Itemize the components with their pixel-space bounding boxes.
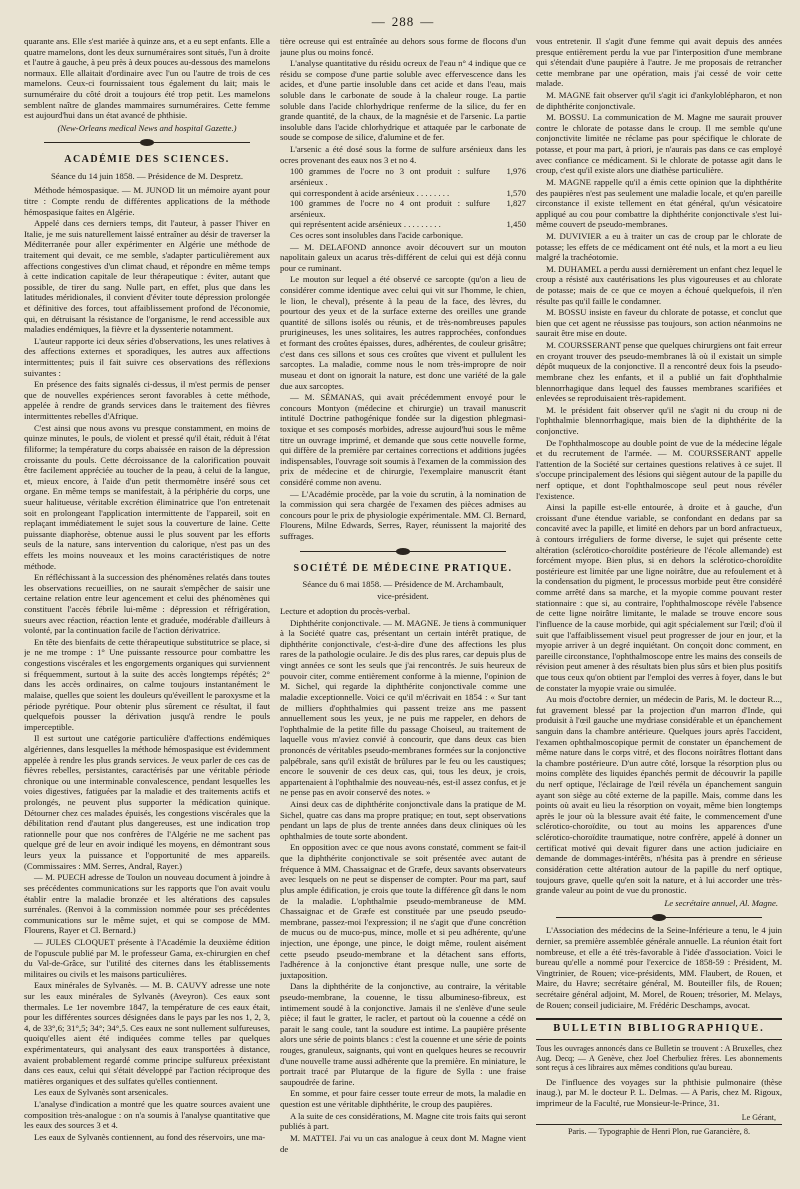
paragraph: En tête des bienfaits de cette thérapeutique substitutrice se place, si je ne me trompe : 1° Une puissante ressource pour combattre les congestions viscérales et les engorgements organiques qui surviennent si fréquemment, surtout à la suite des accès longtemps répétés; 2° dans les accès ordinaires, on calme toujours instantanément le malaise, quelles que soient les douleurs qu'éveillent le paroxysme et la période pyrétique. Pour obtenir plus sûrement ce résultat, il faut quelquefois pousser la dérivation jusqu'à rendre le pouls imperceptible. (24, 636, 270, 732)
page-number: — 288 — (24, 14, 782, 30)
paragraph: Ces ocres sont insolubles dans l'acide carbonique. (290, 229, 464, 240)
paragraph: — M. PUECH adresse de Toulon un nouveau document à joindre à ses précédentes communications sur les rapports que l'on avait voulu établir entre la maladie bronzée et les altérations des capsules surrénales. (Renvoi à la commission nommée pour ses précédentes communications sur le même sujet, et qui se compose de MM. Flourens, Rayer et Cl. Bernard.) (24, 872, 270, 936)
paragraph: M. DUHAMEL a perdu aussi dernièrement un enfant chez lequel le croup a résisté aux cautérisations les plus vigoureuses et au chlorate de potasse; mais de ce que ce moyen a échoué quelquefois, il n'en résulte pas qu'il faille le condamner. (536, 263, 782, 306)
paragraph: — JULES CLOQUET présente à l'Académie la deuxième édition de l'opuscule publié par M. le professeur Gama, ex-chirurgien en chef du Val-de-Grâce, sur l'utilité des citernes dans les établissements militaires ou civils et les maisons particulières. (24, 936, 270, 979)
bulletin-entry: De l'influence des voyages sur la phthisie pulmonaire (thèse inaug.), par M. le docteur P. L. Delmas. — A Paris, chez M. Rigoux, imprimeur de la Faculté, rue Monsieur-le-Prince, 31. (536, 1076, 782, 1109)
chemistry-label: qui correspondent à acide arsénieux . . . . . . . . (290, 187, 450, 198)
chemistry-value: 1,827 (506, 198, 526, 209)
paragraph: Méthode hémospasique. — M. JUNOD lit un mémoire ayant pour titre : Compte rendu de différentes applications de la méthode hémospasique faites en Algérie. (24, 185, 270, 217)
column-3 (536, 36, 782, 1161)
chemistry-value: 1,450 (506, 219, 526, 230)
paragraph: M. MATTEI. J'ai vu un cas analogue à ceux dont M. Magne vient de (280, 1132, 526, 1154)
paragraph: — L'Académie procède, par la voie du scrutin, à la nomination de la commission qui sera chargée de l'examen des pièces admises au concours pour le prix de physiologie expérimentale. MM. Cl. Bernard, Flourens, Milne Edwards, Serres, Rayer, réunissent la majorité des suffrages. (280, 488, 526, 542)
paragraph: Ainsi deux cas de diphthérite conjonctivale dans la pratique de M. Sichel, quatre cas dans ma propre pratique; en tout, sept observations pendant un laps de plus de trente années dans deux cliniques où les ophthalmies de toute sorte abondent. (280, 799, 526, 841)
paragraph: L'analyse d'indication a montré que les quatre sources avaient une composition très-analogue : on n'a soumis à l'analyse quantitative que les eaux des sources 3 et 4. (24, 1099, 270, 1131)
chemistry-label: 100 grammes de l'ocre no 3 ont produit : sulfure arsénieux . (290, 166, 490, 187)
section-divider (556, 914, 762, 921)
paragraph: tière ocreuse qui est entraînée au dehors sous forme de flocons d'un jaune plus ou moins foncé. (280, 36, 526, 57)
paragraph: L'analyse quantitative du résidu ocreux de l'eau n° 4 indique que ce résidu se compose d'une partie soluble avec effervescence dans les acides, et d'une partie insoluble dans cet acide et dans l'eau, mais soluble dans le carbonate de soude à la chaleur rouge. La partie soluble dans l'acide chlorhydrique renferme de la silice, du fer en grande quantité, de la chaux, de la magnésie et de l'arsenic. La partie insoluble dans l'acide chlorhydrique et attaquée par le carbonate de soude se compose de silice, d'alumine et de fer. (280, 58, 526, 143)
discussion-paragraphs (536, 36, 782, 896)
lecture-line: Lecture et adoption du procès-verbal. (280, 606, 411, 617)
bulletin-notice: Tous les ouvrages annoncés dans ce Bulletin se trouvent : A Bruxelles, chez Aug. Decq; — A Genève, chez Joel Cherbuliez frères. Les abonnements sont reçus à ces libraires aux mêmes conditions qu'au bureau. (536, 1044, 782, 1073)
paragraph: En somme, et pour faire cesser toute erreur de mots, la maladie en question est une véritable diphthérite, le croup des paupières. (280, 1088, 526, 1110)
chemistry-row (280, 188, 526, 199)
paragraph: Les eaux de Sylvanès sont arsenicales. (34, 1087, 169, 1098)
paragraph: Ainsi la papille est-elle entourée, à droite et à gauche, d'un croissant d'une étendue variable, se confondant en dedans par sa concavité avec la papille, et limité en dehors par un bord anfractueux, à contours irréguliers de forme diverse, le sujet qui présente cette altération (sclérotico-choroïdite postérieure de l'école allemande) est forcément myope. Bien plus, si en dehors la sclérotico-choroïdite postérieure est limitée par une ligne noirâtre, due au refoulement et à la condensation du pigment, le processus morbide peut être considéré comme arrêté dans sa marche, et la myopie comme pouvant rester stationnaire : que si, au contraire, l'ophthalmoscope révèle l'absence de cette ligne noirâtre limitante, le malade se trouve encore sous l'influence de la cause morbide, qui agit spécialement sur l'œil; d'où il suit que l'affaiblissement visuel peut progresser de jour en jour, et la myopie arriver à un degré inquiétant. On conçoit donc comment, en pareille circonstance, l'ophthalmoscope entre les mains des conseils de révision peut amener à des résultats bien plus sûrs et bien plus positifs que tous ceux qu'on obtient par l'emploi des verres à foyer, dans le but de constater la myopie vraie ou simulée. (536, 502, 782, 693)
paragraph: Appelé dans ces derniers temps, dit l'auteur, à passer l'hiver en Italie, je me suis naturellement laissé entraîner au désir de traverser la Méditerranée pour aller expérimenter en Algérie une méthode de traitement qui devait, ce me semble, s'adapter particulièrement aux affections congestives d'un climat chaud, et répondre en même temps à cette indication capitale de leur thérapeutique : éviter, autant que possible, de tirer du sang. Nulle part, en effet, plus que dans les latitudes méridionales, il convient d'éviter toute dépression prolongée et définitive des forces, tout affaiblissement profond de l'économie, qui, en détruisant la résistance de l'organisme, le rend accessible aux maladies endémiques, la fièvre et la dyssenterie notamment. (24, 218, 270, 335)
paragraph: M. MAGNE fait observer qu'il s'agit ici d'ankyloblépharon, et non de diphthérite conjonctivale. (536, 90, 782, 111)
source-citation: (New-Orleans medical News and hospital Gazette.) (57, 122, 237, 133)
session-subheader-societe: vice-président. (377, 591, 429, 602)
chemistry-value: 1,570 (506, 187, 526, 198)
academie-paragraphs (24, 185, 270, 1142)
paragraph: M. BOSSU. La communication de M. Magne me saurait prouver contre le chlorate de potasse dans le croup. Il me semble qu'une conjonctivite limitée ne réclame pas pour spécifique le chlorate de potasse, et pour ma part, à priori, je n'aurais pas dans ce cas employé avec confiance ce médicament. Si le chlorate de potasse agit dans le croup, c'est qu'il existe alors une diathèse particulière. (536, 112, 782, 176)
paragraph: vous entretenir. Il s'agit d'une femme qui avait depuis des années presque entièrement perdu la vue par l'interposition d'une membrane qui s'étendait d'une paupière à l'autre. Je me proposais de retrancher cette membrane par une opération, mais j'ai cessé de voir cette malade. (536, 36, 782, 89)
bulletin-title: BULLETIN BIBLIOGRAPHIQUE. (536, 1018, 782, 1040)
paragraph: En opposition avec ce que nous avons constaté, comment se fait-il que la diphthérite conjonctivale se soit présentée avec autant de fréquence à MM. Chassaignac et de Græfe, deux savants observateurs avec lesquels on ne peut se dispenser de compter. Pour ma part, sauf plus ample édification, je crois que toute la différence gît dans le nom de la maladie. L'ophthalmie pseudo-membraneuse de MM. Chassaignac et de Græfe est constituée par une pseudo pseudo-membrane, passez-moi l'expression; il ne s'agit que d'une concrétion de mucus ou de muco-pus, mince, molle et si peu adhérente, qu'une injection, une éponge, une pince, le doigt même, roulent aisément cette pseudo pseudo-membrane et la détachent sans efforts, l'adhérence à la conjonctive étant presque nulle, une sorte de juxtaposition. (280, 842, 526, 980)
chemistry-label: qui représentent acide arsénieux . . . . . . . . . (290, 219, 441, 230)
section-title-societe: SOCIÉTÉ DE MÉDECINE PRATIQUE. (293, 562, 513, 574)
chemistry-label: 100 grammes de l'ocre no 4 ont produit : sulfure arsénieux. (290, 198, 490, 219)
paragraph: Les eaux de Sylvanès contiennent, au fond des réservoirs, une ma- (34, 1131, 266, 1142)
paragraph: En présence des faits signalés ci-dessus, il m'est permis de penser que de nouvelles expériences seront favorables à cette méthode, appelée à rendre de grands services dans le traitement des fièvres intermittentes rebelles d'Afrique. (24, 379, 270, 422)
paragraph: M. MAGNE rappelle qu'il a émis cette opinion que la diphthérite des paupières n'est pas seulement une maladie locale, et qu'en pareille circonstance il existe tellement en état général, qu'un vésicatoire appliqué au cou pour combattre la diphthérite conjonctivale s'est lui-même couvert de pseudo-membranes. (536, 176, 782, 230)
paragraph: Le mouton sur lequel a été observé ce sarcopte (qu'on a lieu de considérer comme identique avec celui qui vit sur l'homme, le chien, le lion, le cheval), présente à la peau de la face, des lèvres, du pourtour des yeux et de la surface externe des oreilles une grande quantité de sillons isolés ou réunis, et de très-nombreuses papules prurigineuses, les unes solitaires, les autres rapprochées, confondues et formant des croûtes épaisses, dures, adhérentes, de couleur grisâtre; c'est dans ces sillons et sous ces croûtes que vivent et pullulent les sarcoptes. La maladie, comme nous le nom très-impropre de noir museau et dont on ignorait la nature, est donc une variété de la gale due aux sarcoptes. (280, 274, 526, 391)
paragraph: quarante ans. Elle s'est mariée à quinze ans, et a eu sept enfants. Elle a quatre mamelons, dont les deux surnuméraires sont situés, l'un à droite et l'autre à gauche, à peu près à deux pouces au-dessous des mamelons normaux. Elle allaitait d'ordinaire avec l'un ou l'autre de trois de ces mamelons. Ceux-ci fournissaient tous également du lait; mais le surnuméraire du côté droit a toujours été trop petit. Les mamelons semblent naître de glandes mammaires surnuméraires. Cette femme est aujourd'hui dans un état avancé de phthisie. (24, 36, 270, 121)
chemistry-row (280, 198, 526, 219)
paragraph: — M. SÉMANAS, qui avait précédemment envoyé pour le concours Montyon (médecine et chirurgie) un travail manuscrit intitulé Doctrine pathogénique fondée sur la digestion phlegmasi-toxique et ses composés morbides, adresse aujourd'hui sous le même titre un ouvrage imprimé, et demande que sous cette nouvelle forme, qui diffère de la première par certaines corrections et additions jugées indispensables, l'ouvrage soit soumis à l'examen de la commission des prix de médecine et de chirurgie, l'exemplaire manuscrit étant considéré comme non avenu. (280, 392, 526, 487)
paragraph: M. COURSSERANT pense que quelques chirurgiens ont fait erreur en croyant trouver des pseudo-membranes là où il existait un simple dépôt muqueux de la conjonctive. Il a rencontré deux fois la pseudo-membrane chez les enfants, et il a publié un fait d'ophthalmie blennorrhagique dans lequel des fausses membranes scarifiées et enlevées se reproduisaient très-rapidement. (536, 340, 782, 404)
section-title-academie: ACADÉMIE DES SCIENCES. (64, 154, 230, 166)
intro-text (24, 36, 270, 121)
chemistry-row (280, 166, 526, 187)
paragraph: L'auteur rapporte ici deux séries d'observations, les unes relatives à des affections externes et sporadiques, les autres aux affections intermittentes; puis il fait suivre ces observations des réflexions suivantes : (24, 335, 270, 378)
paragraphs-a (280, 36, 526, 165)
paragraph: En réfléchissant à la succession des phénomènes relatés dans toutes les observations recueillies, on ne saurait s'empêcher de saisir une certaine relation entre leur agencement et celui des phénomènes qui constituent l'accès fébrile lui-même : dépression et réfrigération, sueurs avec réaction, réaction lente et graduée, modérable d'ailleurs à volonté, par la continuation facile de l'action dérivatrice. (24, 572, 270, 636)
paragraph: M. BOSSU insiste en faveur du chlorate de potasse, et conclut que bien que cet agent ne réussisse pas toujours, son action néanmoins ne saurait être mise en doute. (536, 307, 782, 339)
paragraph: Au mois d'octobre dernier, un médecin de Paris, M. le docteur R..., fut gravement blessé par la projection d'un marron d'Inde, qui produisit à l'œil gauche une mydriase considérable et un épanchement sanguin dans la chambre antérieure. Quelques jours après l'accident, l'examen ophthalmoscopique permit de constater un épanchement de même nature dans le corps vitré, et des flocons noirâtres flottant dans la chambre postérieure. D'un autre côté, lorsque la résorption plus ou moins complète des liquides épanchés permit de découvrir la papille du nerf optique, l'éclairage de l'œil révéla un épanchement sanguin ayant son siège au côté externe de la papille. Mais, comme dans les points où avait eu lieu la résorption on voyait, même bien longtemps après le jour où la blessure avait été faite, le commencement d'une sclérotico-choroïdite, ou tout au moins les apparences d'une sclérotico-choroïdite traumatique, notre confrère, appelé à donner un certificat motivé qui devait figurer dans une action judiciaire en demande de dommages-intérêts, n'hésita pas à prendre en sérieuse considération cette altération autour de la papille du nerf optique, toujours grave, quelle qu'en soit la nature, et à lui accorder une très-grande valeur au point de vue du pronostic. (536, 694, 782, 896)
paragraph: A la suite de ces considérations, M. Magne cite trois faits qui seront publiés à part. (280, 1110, 526, 1132)
paragraph: Eaux minérales de Sylvanès. — M. B. CAUVY adresse une note sur les eaux minérales de Sylvanès (Aveyron). Ces eaux sont thermales. Le 1er novembre 1847, la température de ces eaux était, pour les différentes sources désignées dans le pays par les nos 1, 2, 3, 4, de 33°,6; 31°,5; 34°; 34°,5. Ces eaux ne sont nullement sulfureuses, quoiqu'elles aient été indiquées comme telles par quelques expérimentateurs, qui analysant des eaux transportées à distance, avaient probablement regardé comme principe sulfureux préexistant dans ces eaux, celui qui s'était développé par l'action réciproque des matières organiques et des sulfates qu'elles contiennent. (24, 980, 270, 1086)
session-header-societe: Séance du 6 mai 1858. — Présidence de M. Archambault, (302, 578, 504, 589)
paragraph: Diphthérite conjonctivale. — M. MAGNE. Je tiens à communiquer à la Société quatre cas, présentant un certain intérêt pratique, de diphthérite conjonctivale, c'est-à-dire d'une des affections les plus rares de la pathologie oculaire. Je dis des plus rares, car depuis plus de vingt années ce sont les seuls que j'ai rencontrés. Je suis heureux de pouvoir citer, comme entièrement conforme à la mienne, l'opinion de M. Sichel, qui regarde la diphthérite conjonctivale comme une maladie exceptionnelle. Voici ce qu'il m'écrivait en 1854 : « Sur tant de milliers d'ophthalmies qui passent treize ans me passent annuellement sous les yeux, je ne puis me rappeler, en dehors de l'ophthalmie de la petite fille du passage Choiseul, au traitement de laquelle vous m'aviez convié à concourir, que dans deux cas bien prononcés de véritables pseudo-membranes formées sur la conjonctive palpébrale, sans qu'il existât de brûlures par le feu ou les caustiques; encore le souvenir de ces deux cas, qui, tous les deux, je crois, appartenaient à l'ophthalmie des nouveau-nés, est-il assez confus, et je ne pense pas en avoir conservé des notes. » (280, 617, 526, 798)
printer-line: Paris. — Typographie de Henri Plon, rue Garancière, 8. (536, 1124, 782, 1137)
paragraph: — M. DELAFOND annonce avoir découvert sur un mouton napolitain galeux un acarus très-différent de celui qui est déjà connu pour ce ruminant. (280, 241, 526, 273)
section-divider (300, 548, 506, 555)
paragraph: Il est surtout une catégorie particulière d'affections endémiques algériennes, dans lesquelles la méthode hémospasique est évidemment appelée à rendre les plus grands services. Je veux parler de ces cas de fièvres rebelles, persistantes, caractérisés par une véritable période chronique ou une interminable convalescence, pendant lesquelles les voies digestives, fatiguées par la maladie et des traitements actifs et prolongés, ne peuvent plus supporter la médication quinique. Détourner chez ces malades épuisés, les congestions viscérales que la débilitation rend d'autant plus dangereuses, est une indication trop rationnelle pour que nos confrères de l'Algérie ne me sachent pas quelque gré de leur en avoir indiqué les moyens, en démontrant sous leurs yeux la puissance et l'opportunité de mes appareils. (Commissaires : MM. Serres, Andral, Rayer.) (24, 733, 270, 871)
paragraph: De l'ophthalmoscope au double point de vue de la médecine légale et du recrutement de l'armée. — M. COURSSERANT appelle l'attention de la Société sur certaines questions relatives à ce sujet. Il s'occupe principalement des lésions qui siègent autour de la papille du nerf optique, et dont l'ophthalmoscope seul peut nous révéler l'existence. (536, 437, 782, 501)
section-divider (44, 139, 250, 146)
session-header-academie: Séance du 14 juin 1858. — Présidence de M. Despretz. (50, 170, 244, 181)
paragraph: Dans la diphthérite de la conjonctive, au contraire, la véritable pseudo-membrane, la couenne, le tissu albumineso-fibreux, est intimement soudé à la conjonctive. Jamais il ne s'enlève d'une seule pièce; il faut le gratter, le racler, et partout où la couenne a cédé on parait le sang coule, tant la soudure est intime. La paupière présente alors une série de points blancs : c'est la couenne et une série de points rouges, granuleux, saignants, qui vont en quelques heures se recouvrir d'une nouvelle trame aussi adhérente que la première. En miniature, le portrait tracé par Plutarque de la figure de Sylla : une fraise saupoudrée de farine. (280, 981, 526, 1087)
association-paragraph: L'Association des médecins de la Seine-Inférieure a tenu, le 4 juin dernier, sa première assemblée générale annuelle. La réunion était fort nombreuse, et elle a été très-favorable à l'idée d'association. Voici le bureau qu'elle a nommé pour l'exercice de 1858-59 : Président, M. Vingtrinier, de Rouen; vice-présidents, MM. Flaubert, de Rouen, et Maire, du Havre; secrétaire général, M. Bouteiller fils, de Rouen; secrétaire général adjoint, M. Morel, de Rouen; trésorier, M. Melays, de Rouen; conseil judiciaire, M. Frédéric Deschamps, avocat. (536, 925, 782, 1010)
paragraph: M. le président fait observer qu'il ne s'agit ni du croup ni de l'ophthalmie blennorrhagique, mais bien de la diphthérite de la conjonctive. (536, 404, 782, 436)
chemistry-row (280, 219, 526, 230)
chemistry-value: 1,976 (506, 166, 526, 177)
column-1 (24, 36, 270, 1161)
societe-paragraphs (280, 618, 526, 1154)
paragraphs-b (280, 230, 526, 542)
paragraph: C'est ainsi que nous avons vu presque constamment, en moins de quinze minutes, le pouls, de violent et pressé qu'il était, réduit à l'état filiforme; la température du corps abaissée en raison de la dépression croissante du pouls. Cette décroissance de la calorification pouvait être facilement appréciée au toucher de la peau, à celui de la langue, et, mieux encore, à l'aide d'un petit thermomètre inséré sous cet organe. En même temps se manifestait, à la périphérie du corps, une sueur halitueuse, véritable excrétion éliminatrice que l'on entretenait soit en prolongeant l'application intermittente de l'appareil, soit en replaçant immédiatement le sujet sous la couverture de laine. Cette puissante diaphorèse, obtenue aussi le plus souvent par les efforts seuls de la nature, sans intervention du calorique, n'est pas un des effets les moins nouveaux et les moins caractéristiques de notre méthode. (24, 422, 270, 571)
paragraph: M. DUVIVIER a eu à traiter un cas de croup par le chlorate de potasse; les effets de ce médicament ont été nuls, et la mort a eu lieu malgré la trachéotomie. (536, 230, 782, 263)
gerant-label: Le Gérant, (741, 1112, 776, 1122)
columns (24, 36, 782, 1161)
secretary-signature: Le secrétaire annuel, Al. Magne. (664, 897, 778, 908)
paragraph: L'arsenic a été dosé sous la forme de sulfure arsénieux dans les ocres provenant des eaux nos 3 et no 4. (280, 144, 526, 165)
chemistry-table (280, 166, 526, 230)
column-2 (280, 36, 526, 1161)
